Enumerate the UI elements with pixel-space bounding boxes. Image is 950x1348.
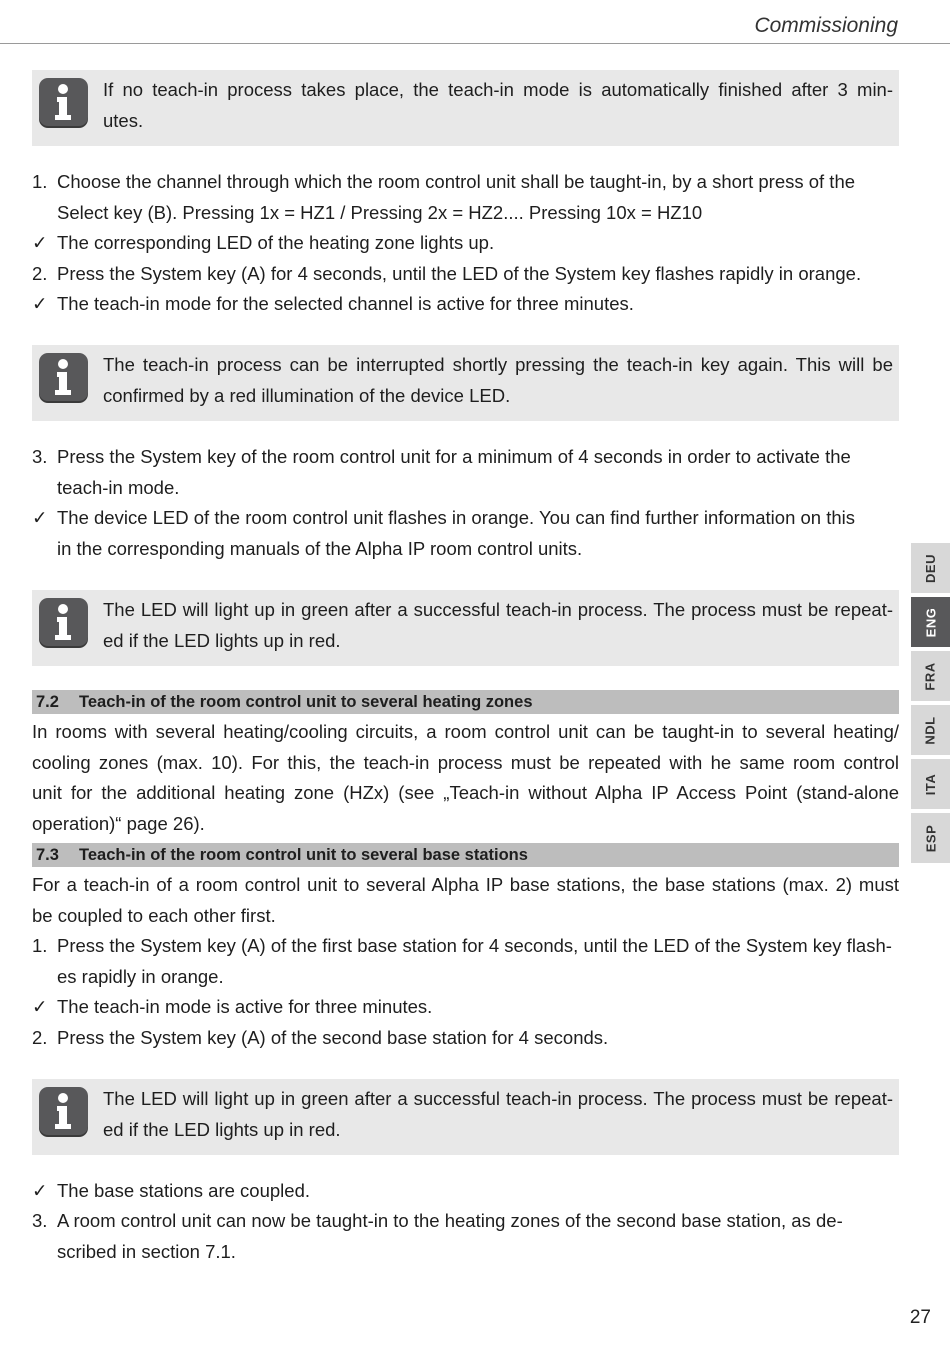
language-tab-label: NDL [923,715,938,745]
language-tabs [911,543,950,867]
header-divider [0,43,950,44]
step-text: scribed in section 7.1. [57,1241,236,1262]
step-text: Press the System key (A) of the second base station for 4 seconds. [57,1027,609,1048]
step-text: Press the System key of the room control unit for a minimum of 4 seconds in order to activate the [57,446,851,467]
checkmark-icon: ✓ [32,1180,48,1201]
page-number: 27 [909,1307,931,1328]
paragraph-line: operation)“ page 26). [32,813,205,834]
step-text: Select key (B). Pressing 1x = HZ1 / Pressing 2x = HZ2.... Pressing 10x = HZ10 [57,202,703,223]
paragraph-line: unit for the additional heating zone (HZx) (see „Teach-in without Alpha IP Access Point (stand-alone [32,782,899,803]
section-number: 7.2 [36,693,59,711]
section-title: Teach-in of the room control unit to several heating zones [79,693,533,711]
result-text: The teach-in mode is active for three minutes. [57,996,433,1017]
note-text-line: confirmed by a red illumination of the device LED. [103,385,511,406]
step-text: A room control unit can now be taught-in to the heating zones of the second base station, as de- [57,1210,843,1231]
info-icon [39,1087,88,1135]
language-tab-label: ITA [922,773,938,795]
language-tab-deu[interactable] [911,543,950,593]
language-tab-label: ENG [922,607,938,637]
step-number: 2. [32,263,48,284]
section-heading-7-3 [32,843,899,867]
info-note [32,590,899,666]
info-note [32,345,899,421]
step-text: Press the System key (A) for 4 seconds, until the LED of the System key flashes rapidly in orange. [57,263,862,284]
step-text: Press the System key (A) of the first base station for 4 seconds, until the LED of the System key flash- [57,935,892,956]
note-text-line: The teach-in process can be interrupted shortly pressing the teach-in key again. This will be [103,354,893,375]
note-text-line: The LED will light up in green after a successful teach-in process. The process must be repeat- [103,1088,893,1109]
step-number: 1. [32,171,48,192]
result-text: The corresponding LED of the heating zone lights up. [57,232,495,253]
checkmark-icon: ✓ [32,232,48,253]
language-tab-fra[interactable] [911,651,950,701]
note-text-line: ed if the LED lights up in red. [103,1119,341,1140]
paragraph-line: For a teach-in of a room control unit to several Alpha IP base stations, the base stations (max. 2) must [32,874,899,895]
step-number: 2. [32,1027,48,1048]
language-tab-label: DEU [922,553,938,583]
step-text: teach-in mode. [57,477,180,498]
info-note [32,1079,899,1155]
note-text-line: The LED will light up in green after a successful teach-in process. The process must be repeat- [103,599,893,620]
step-text: Choose the channel through which the room control unit shall be taught-in, by a short press of the [57,171,856,192]
language-tab-esp[interactable] [911,813,950,863]
note-text-line: If no teach-in process takes place, the teach-in mode is automatically finished after 3 min- [103,79,893,100]
section-heading-7-2 [32,690,899,714]
info-icon [39,78,88,126]
result-text: The device LED of the room control unit flashes in orange. You can find further information on this [57,507,856,528]
step-text: es rapidly in orange. [57,966,224,987]
checkmark-icon: ✓ [32,996,48,1017]
info-icon [39,353,88,401]
note-text-line: utes. [103,110,144,131]
language-tab-label: FRA [923,661,938,691]
checkmark-icon: ✓ [32,507,48,528]
step-number: 3. [32,1210,48,1231]
step-number: 3. [32,446,48,467]
info-note [32,70,899,146]
result-text: The teach-in mode for the selected channel is active for three minutes. [57,293,634,314]
language-tab-eng[interactable] [911,597,950,647]
section-title: Teach-in of the room control unit to several base stations [79,846,528,864]
language-tab-label: ESP [922,824,938,852]
page-header-title: Commissioning [754,14,898,37]
paragraph-line: cooling zones (max. 10). For this, the teach-in process must be repeated with he same room control [32,752,899,773]
result-text: The base stations are coupled. [57,1180,310,1201]
note-text-line: ed if the LED lights up in red. [103,630,341,651]
result-text: in the corresponding manuals of the Alpha IP room control units. [57,538,583,559]
language-tab-ita[interactable] [911,759,950,809]
section-number: 7.3 [36,846,59,864]
info-icon [39,598,88,646]
paragraph-line: be coupled to each other first. [32,905,276,926]
step-number: 1. [32,935,48,956]
paragraph-line: In rooms with several heating/cooling circuits, a room control unit can be taught-in to several heating/ [32,721,899,742]
checkmark-icon: ✓ [32,293,48,314]
language-tab-ndl[interactable] [911,705,950,755]
